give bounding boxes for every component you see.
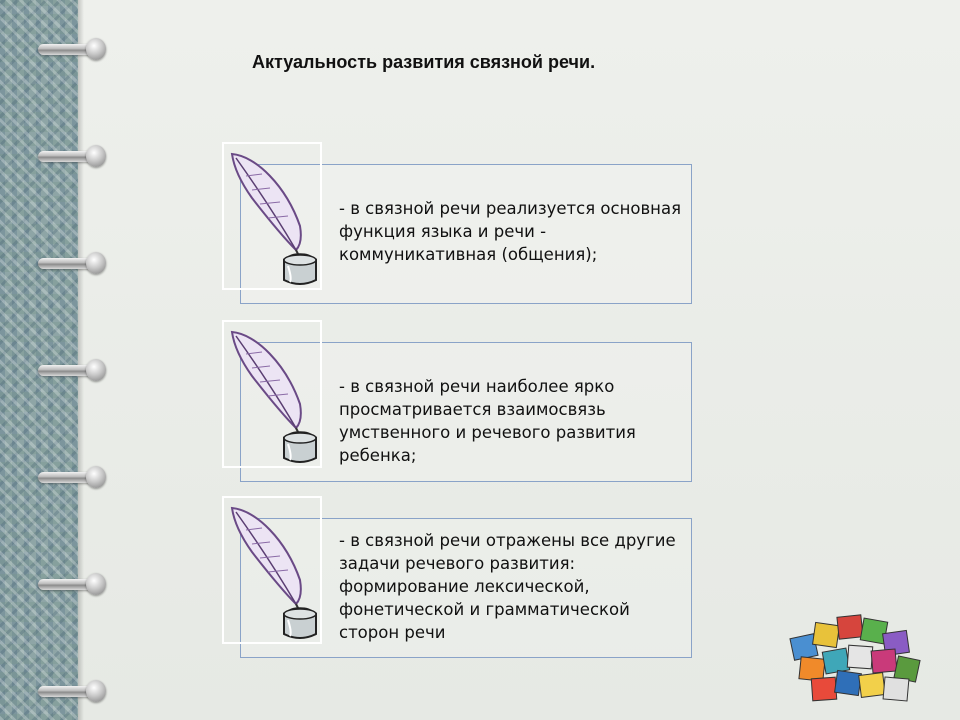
binder-ring-icon xyxy=(38,680,108,702)
list-item xyxy=(222,142,692,306)
binder-ring-icon xyxy=(38,573,108,595)
slide-title: Актуальность развития связной речи. xyxy=(252,52,596,72)
item-text: - в связной речи реализуется основная функция языка и речи - коммуникативная (общения); xyxy=(339,199,682,264)
icon-frame xyxy=(222,496,322,644)
list-item xyxy=(222,496,692,660)
binder-ring-icon xyxy=(38,38,108,60)
item-text: - в связной речи отражены все другие задачи речевого развития: формирование лексической, фонетической и грамматической сторон речи xyxy=(339,531,676,642)
binder-ring-icon xyxy=(38,252,108,274)
item-text: - в связной речи наиболее ярко просматривается взаимосвязь умственного и речевого развития ребенка; xyxy=(339,377,636,465)
binder-ring-icon xyxy=(38,145,108,167)
list-item xyxy=(222,320,692,484)
alphabet-cubes-icon xyxy=(784,606,924,706)
icon-frame xyxy=(222,320,322,468)
binder-ring-icon xyxy=(38,466,108,488)
quill-inkwell-icon xyxy=(226,500,320,642)
icon-frame xyxy=(222,142,322,290)
binder-ring-icon xyxy=(38,359,108,381)
quill-inkwell-icon xyxy=(226,324,320,466)
quill-inkwell-icon xyxy=(226,146,320,288)
